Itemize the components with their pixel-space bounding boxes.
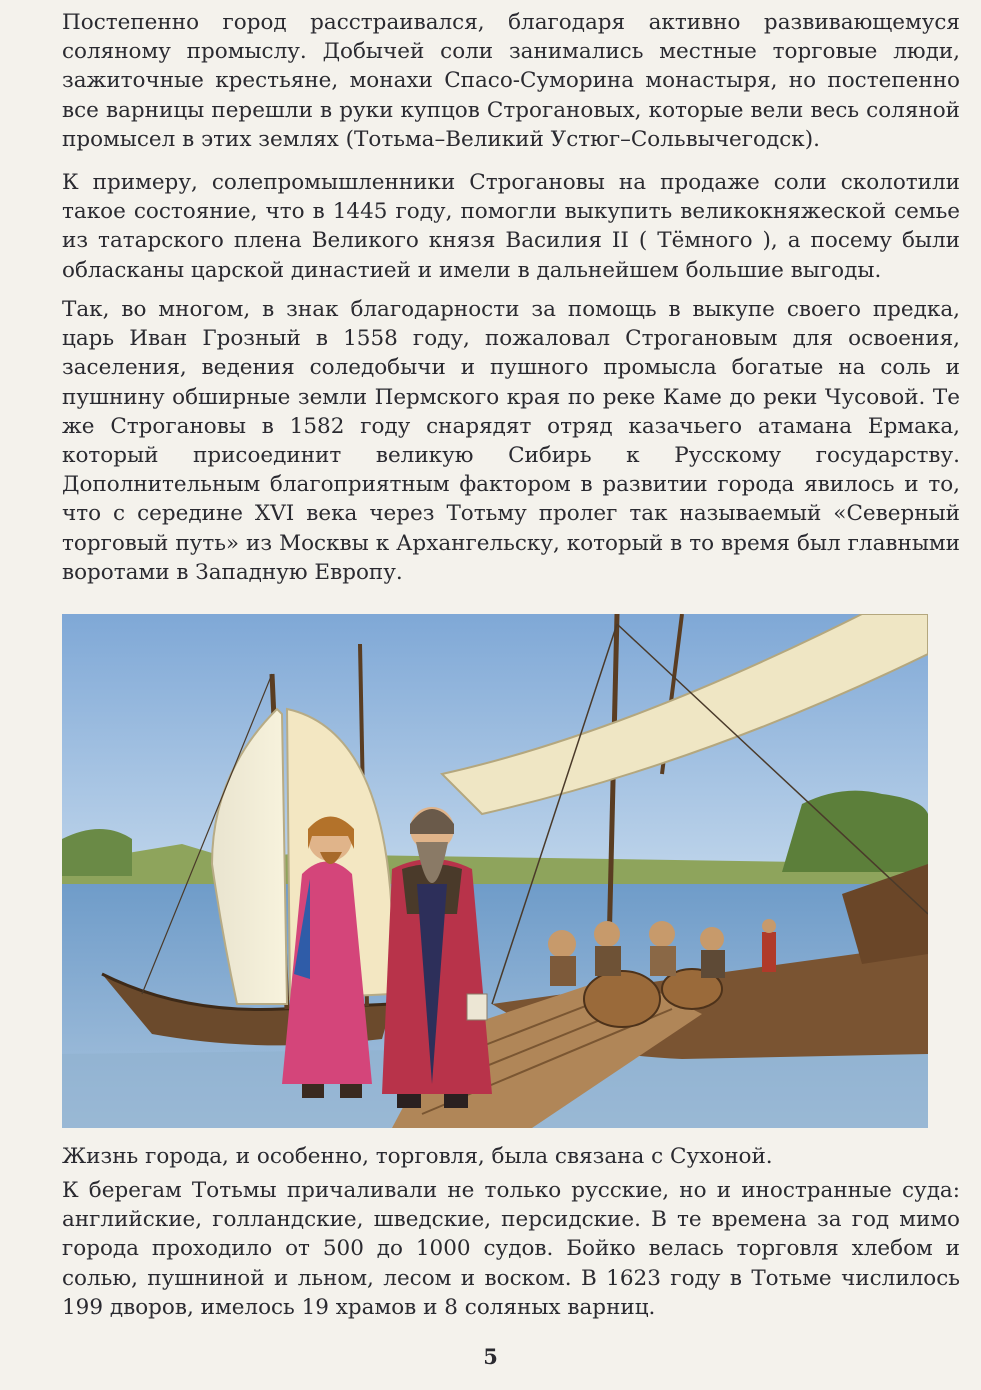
paragraph-stroganov-wealth: К примеру, солепромышленники Строгановы на продаже соли сколотили такое состояние, что в 1445 году, помогли выкупить великокняжеской семье из татарского плена Великого князя Василия II ( Тёмного ), а посему были обласканы царской династией и имели в дальнейшем большие выгоды. <box>62 170 960 283</box>
paragraph-foreign-ships: К берегам Тотьмы причаливали не только русские, но и иностранные суда: английские, голландские, шведские, персидские. В те времена за год мимо города проходило от 500 до 1000 судов. Бойко велась торговля хлебом и солью, пушниной и льном, лесом и воском. В 1623 году в Тотьме числилось 199 дворов, имелось 19 храмов и 8 соляных варниц. <box>62 1178 960 1320</box>
paragraph-salt-trade: Постепенно город расстраивался, благодаря активно развивающемуся соляному промыслу. Добычей соли занимались местные торговые люди, зажиточные крестьяне, монахи Спасо-Суморина монастыря, но постепенно все варницы перешли в руки купцов Строгановых, которые вели весь соляной промысел в этих землях (Тотьма–Великий Устюг–Сольвычегодск). <box>62 10 960 152</box>
ship-pier-illustration <box>62 614 928 1128</box>
page-number: 5 <box>483 1344 498 1369</box>
paragraph-ivan-grozny: Так, во многом, в знак благодарности за помощь в выкупе своего предка, царь Иван Грозный в 1558 году, пожаловал Строгановым для освоения, заселения, ведения соледобычи и пушного промысла богатые на соль и пушнину обширные земли Пермского края по реке Каме до реки Чусовой. Те же Строгановы в 1582 году снарядят отряд казачьего атамана Ермака, который присоединит великую Сибирь к Русскому государству. Дополнительным благоприятным фактором в развитии города явилось и то, что с середине XVI века через Тотьму пролег так называемый «Северный торговый путь» из Москвы к Архангельску, который в то время был главными воротами в Западную Европу. <box>62 297 960 585</box>
illustration-caption: Жизнь города, и особенно, торговля, была связана с Сухоной. <box>62 1144 773 1169</box>
